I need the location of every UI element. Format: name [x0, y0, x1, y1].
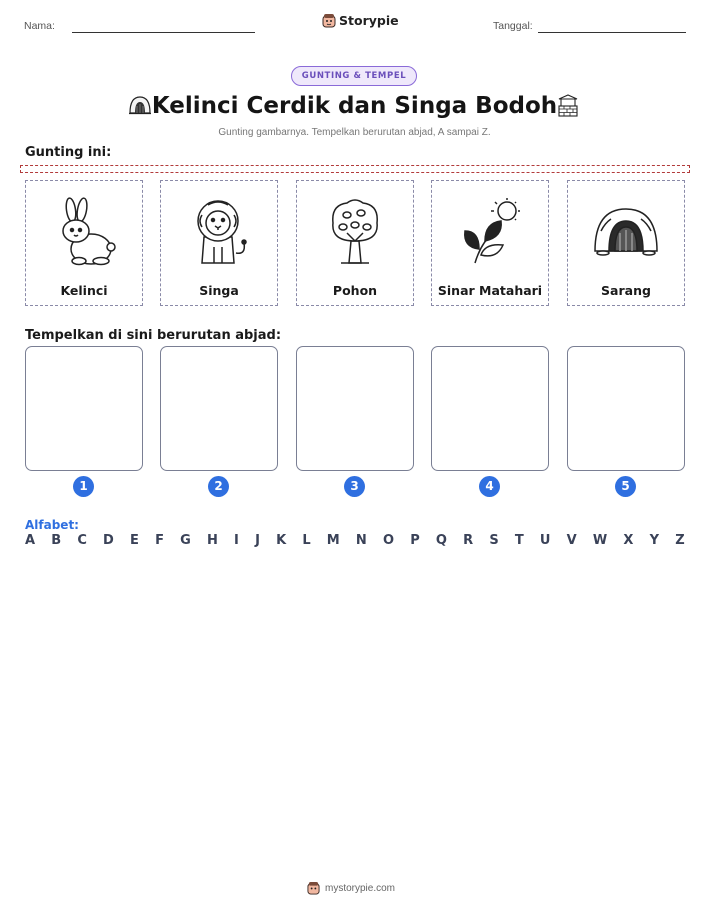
alphabet-letter: K: [276, 533, 287, 548]
sunlight-icon: [455, 197, 525, 269]
alphabet-letter: I: [234, 533, 239, 548]
alphabet-letter: H: [206, 533, 218, 548]
alphabet-letter: P: [410, 533, 420, 548]
name-label: Nama:: [24, 20, 55, 32]
storypie-mascot-icon: [307, 881, 320, 895]
alphabet-label: Alfabet:: [25, 518, 79, 532]
alphabet-letter: T: [514, 533, 524, 548]
cut-line: [20, 165, 690, 173]
alphabet-letter: L: [302, 533, 311, 548]
instructions: Gunting gambarnya. Tempelkan berurutan abjad, A sampai Z.: [218, 127, 491, 138]
alphabet-letter: Q: [435, 533, 447, 548]
alphabet-letter: W: [592, 533, 608, 548]
alphabet-letter: M: [326, 533, 340, 548]
paste-heading: Tempelkan di sini berurutan abjad:: [25, 328, 282, 343]
date-label: Tanggal:: [493, 20, 533, 32]
alphabet-letter: C: [77, 533, 87, 548]
paste-slot-1[interactable]: [25, 346, 143, 471]
cut-card-sinar-matahari[interactable]: [431, 180, 549, 306]
card-label: Sarang: [601, 283, 651, 298]
well-icon: [556, 94, 580, 118]
storypie-mascot-icon: [322, 13, 336, 28]
lion-icon: [188, 197, 250, 269]
footer-url: mystorypie.com: [325, 882, 396, 894]
paste-slot-3[interactable]: [296, 346, 414, 471]
alphabet-letter: D: [103, 533, 114, 548]
cut-card-kelinci[interactable]: [25, 180, 143, 306]
alphabet-letter: V: [566, 533, 577, 548]
paste-slot-5[interactable]: [567, 346, 685, 471]
slot-number-4: 4: [479, 476, 500, 497]
alphabet-letter: Z: [675, 533, 685, 548]
alphabet-letter: B: [51, 533, 62, 548]
alphabet-row: [25, 533, 685, 548]
cut-card-sarang[interactable]: [567, 180, 685, 306]
alphabet-letter: U: [539, 533, 551, 548]
brand-logo: [322, 13, 399, 28]
card-label: Sinar Matahari: [437, 283, 543, 298]
den-icon: [591, 203, 661, 263]
slot-number-5: 5: [615, 476, 636, 497]
slot-number-3: 3: [344, 476, 365, 497]
alphabet-letter: E: [130, 533, 139, 548]
alphabet-letter: J: [255, 533, 260, 548]
name-line[interactable]: [72, 32, 255, 33]
footer: [307, 881, 395, 895]
slot-number-1: 1: [73, 476, 94, 497]
brand-name: Storypie: [339, 13, 399, 28]
alphabet-letter: N: [355, 533, 367, 548]
alphabet-letter: Y: [649, 533, 660, 548]
card-label: Singa: [199, 283, 239, 298]
alphabet-letter: A: [25, 533, 36, 548]
date-line[interactable]: [538, 32, 686, 33]
alphabet-letter: R: [463, 533, 474, 548]
paste-slot-2[interactable]: [160, 346, 278, 471]
activity-badge: GUNTING & TEMPEL: [291, 66, 417, 86]
card-label: Kelinci: [60, 283, 108, 298]
alphabet-letter: X: [623, 533, 634, 548]
rabbit-icon: [49, 197, 119, 269]
page-title: Kelinci Cerdik dan Singa Bodoh: [151, 93, 558, 119]
alphabet-letter: G: [180, 533, 191, 548]
card-label: Pohon: [332, 283, 378, 298]
alphabet-letter: S: [489, 533, 499, 548]
alphabet-letter: F: [155, 533, 164, 548]
slot-number-2: 2: [208, 476, 229, 497]
tree-icon: [327, 197, 383, 269]
paste-slot-4[interactable]: [431, 346, 549, 471]
cut-card-singa[interactable]: [160, 180, 278, 306]
cut-heading: Gunting ini:: [25, 145, 112, 160]
alphabet-letter: O: [382, 533, 395, 548]
cut-card-pohon[interactable]: [296, 180, 414, 306]
